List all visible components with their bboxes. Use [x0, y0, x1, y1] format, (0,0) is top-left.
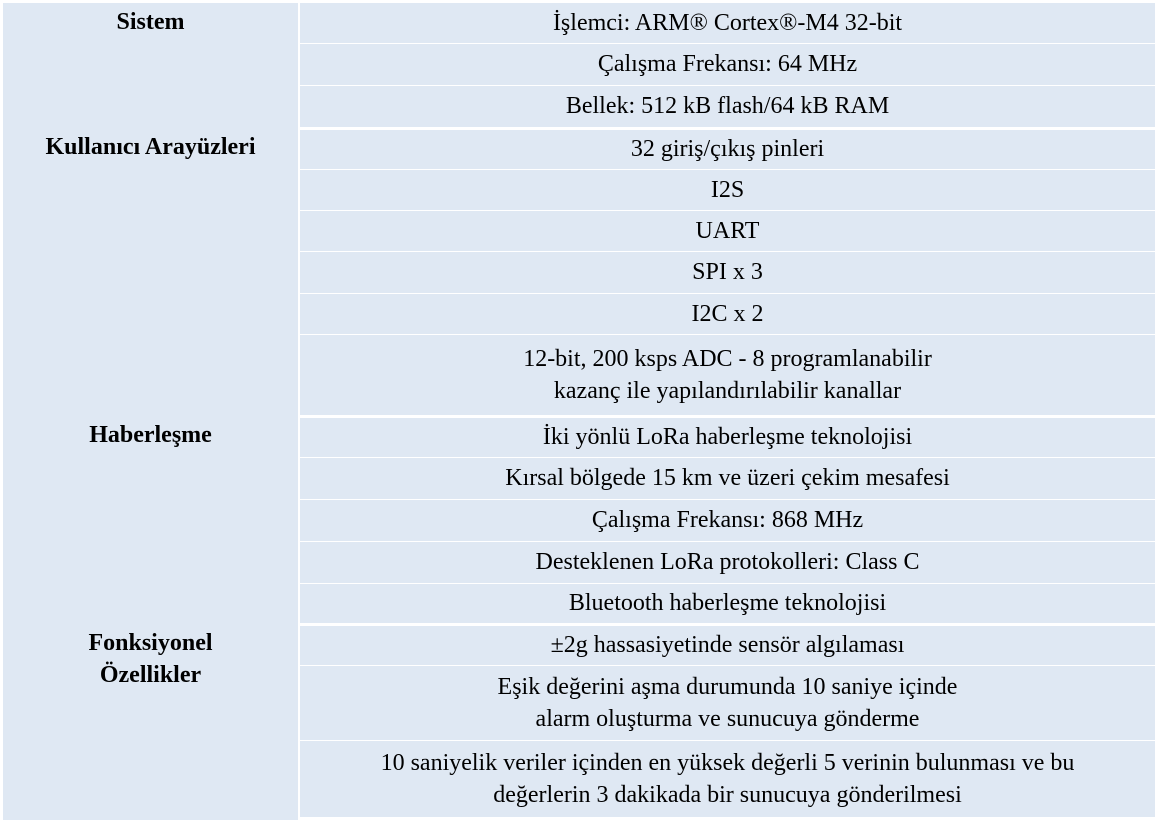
spec-item-text: UART	[695, 217, 760, 244]
spec-row	[3, 416, 1155, 457]
spec-cell	[299, 293, 1155, 334]
spec-row	[3, 624, 1155, 665]
category-label: Fonksiyonel Özellikler	[3, 624, 299, 818]
category-label: Sistem	[3, 3, 299, 128]
spec-item-text: Eşik değerini aşma durumunda 10 saniye içinde alarm oluşturma ve sunucuya gönderme	[497, 673, 958, 732]
spec-cell	[299, 3, 1155, 43]
category-label: Kullanıcı Arayüzleri	[3, 128, 299, 416]
spec-item-text: Çalışma Frekansı: 64 MHz	[597, 51, 858, 77]
spec-item-text: ±2g hassasiyetinde sensör algılaması	[550, 632, 905, 658]
spec-item-text: 10 saniyelik veriler içinden en yüksek değerli 5 verinin bulunması ve bu değerlerin 3 dakikada bir sunucuya gönderilmesi	[380, 749, 1075, 808]
spec-cell	[299, 541, 1155, 583]
category-label: Haberleşme	[3, 416, 299, 624]
spec-cell	[299, 85, 1155, 128]
spec-row	[3, 3, 1155, 43]
spec-item-text: 32 giriş/çıkış pinleri	[630, 136, 825, 162]
spec-item-text: Bellek: 512 kB flash/64 kB RAM	[565, 93, 890, 119]
spec-item-text: İşlemci: ARM® Cortex®-M4 32-bit	[552, 9, 903, 36]
spec-cell	[299, 624, 1155, 665]
spec-item-text: 12-bit, 200 ksps ADC - 8 programlanabilir kazanç ile yapılandırılabilir kanallar	[523, 345, 932, 404]
spec-cell	[299, 583, 1155, 624]
spec-cell	[299, 740, 1155, 818]
spec-table-body	[3, 3, 1155, 818]
spec-cell	[299, 210, 1155, 251]
spec-item-text: Desteklenen LoRa protokolleri: Class C	[535, 549, 920, 575]
spec-cell	[299, 457, 1155, 499]
spec-cell	[299, 43, 1155, 85]
spec-item-text: SPI x 3	[692, 259, 763, 285]
spec-row	[3, 128, 1155, 169]
spec-table	[3, 3, 1155, 820]
spec-cell	[299, 499, 1155, 541]
spec-item-text: Kırsal bölgede 15 km ve üzeri çekim mesafesi	[505, 465, 950, 491]
spec-item-text: Çalışma Frekansı: 868 MHz	[591, 507, 864, 533]
spec-item-text: I2C x 2	[691, 300, 764, 327]
spec-cell	[299, 169, 1155, 210]
spec-item-text: Bluetooth haberleşme teknolojisi	[568, 590, 887, 616]
spec-item-text: I2S	[710, 176, 745, 203]
spec-cell	[299, 128, 1155, 169]
spec-cell	[299, 416, 1155, 457]
spec-cell	[299, 334, 1155, 416]
spec-cell	[299, 251, 1155, 293]
spec-cell	[299, 665, 1155, 740]
spec-item-text: İki yönlü LoRa haberleşme teknolojisi	[542, 424, 913, 450]
